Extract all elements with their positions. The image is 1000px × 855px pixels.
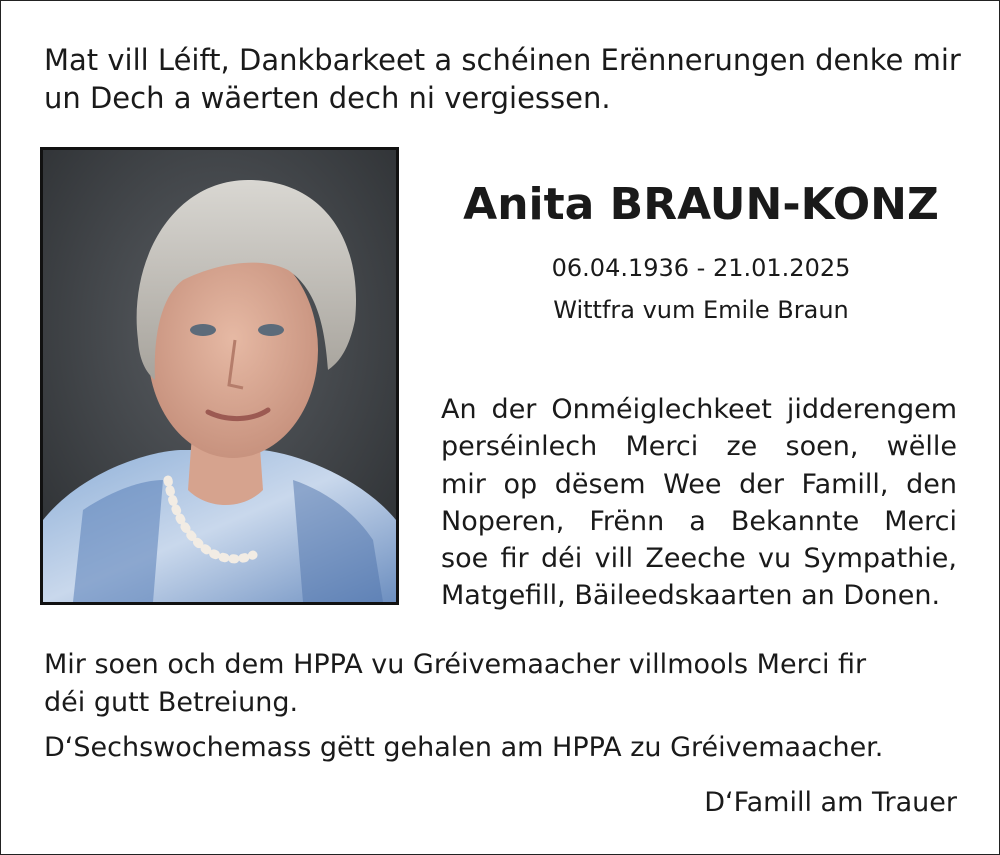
intro-text	[44, 41, 964, 117]
thanks-line: Noperen, Frënn a Bekannte Merci	[441, 505, 957, 537]
deceased-name: Anita BRAUN-KONZ	[463, 179, 939, 230]
portrait-photo	[40, 147, 399, 605]
intro-line: un Dech a wäerten dech ni vergiessen.	[44, 81, 611, 115]
intro-line: Mat vill Léift, Dankbarkeet a schéinen Erënnerungen denke mir	[44, 43, 961, 77]
hppa-thanks	[44, 646, 964, 722]
hppa-line: Mir soen och dem HPPA vu Gréivemaacher villmools Merci fir	[44, 649, 867, 680]
portrait-image	[43, 150, 396, 602]
thanks-paragraph	[441, 391, 957, 615]
hppa-line: déi gutt Betreiung.	[44, 687, 299, 718]
thanks-line: perséinlech Merci ze soen, wëlle	[441, 431, 957, 463]
thanks-line: mir op dësem Wee der Famill, den	[441, 468, 957, 500]
thanks-line: Matgefill, Bäileedskaarten an Donen.	[441, 580, 941, 612]
thanks-line: An der Onméiglechkeet jidderengem	[441, 394, 957, 425]
mass-notice: D‘Sechswochemass gëtt gehalen am HPPA zu Gréivemaacher.	[44, 732, 884, 763]
thanks-line: soe fir déi vill Zeeche vu Sympathie,	[441, 543, 957, 575]
relation-line: Wittfra vum Emile Braun	[553, 296, 849, 324]
family-signature: D‘Famill am Trauer	[704, 787, 957, 818]
life-dates: 06.04.1936 - 21.01.2025	[551, 254, 851, 282]
